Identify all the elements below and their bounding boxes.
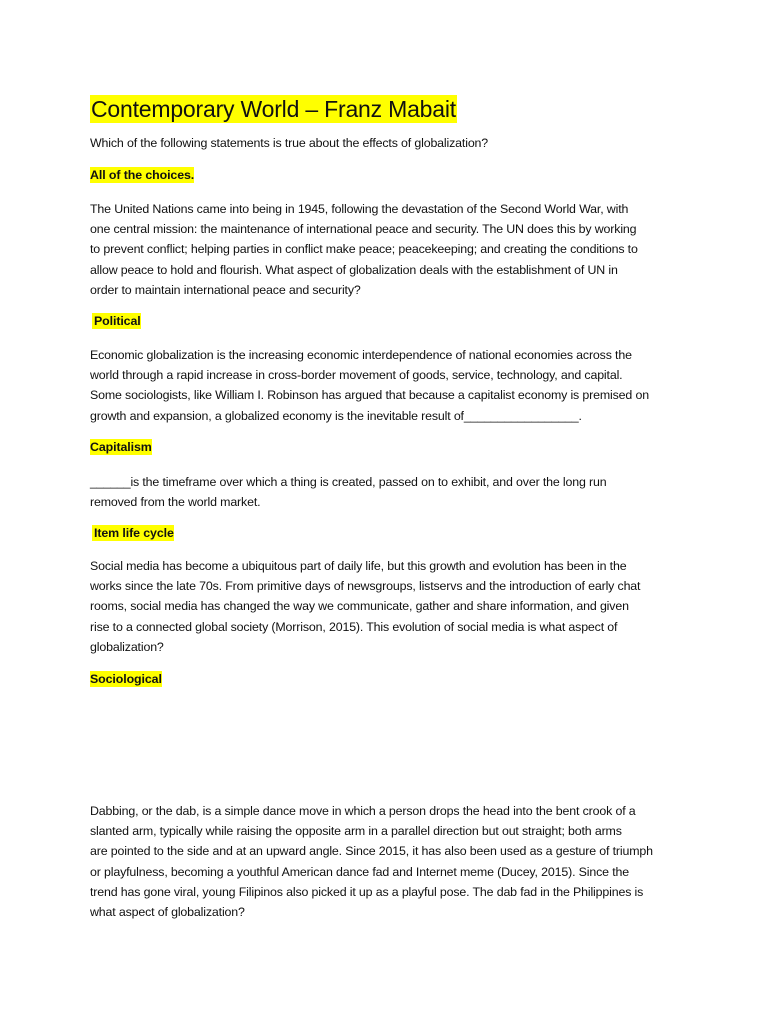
- question-6-line: Dabbing, or the dab, is a simple dance move in which a person drops the head into the bent crook of a: [90, 804, 636, 818]
- question-5: [90, 556, 690, 657]
- question-5-line: globalization?: [90, 639, 164, 654]
- answer-3: Capitalism: [90, 440, 152, 454]
- answer-4: Item life cycle: [94, 526, 174, 540]
- question-2-line: allow peace to hold and flourish. What aspect of globalization deals with the establishment of UN in: [90, 262, 618, 277]
- question-1: [90, 133, 690, 153]
- question-5-line: works since the late 70s. From primitive days of newsgroups, listservs and the introduction of early chat: [90, 579, 641, 594]
- question-1-text: Which of the following statements is true about the effects of globalization?: [90, 136, 489, 150]
- answer-1: All of the choices.: [90, 168, 195, 182]
- question-6-line: slanted arm, typically while raising the opposite arm in a parallel direction but out straight; both arms: [90, 824, 622, 839]
- question-4: [90, 472, 690, 512]
- question-6: [90, 801, 690, 922]
- question-3: [90, 345, 690, 426]
- question-5-line: Social media has become a ubiquitous part of daily life, but this growth and evolution has been in the: [90, 559, 627, 573]
- answer-2: Political: [94, 314, 141, 328]
- question-3-line: world through a rapid increase in cross-border movement of goods, service, technology, and capital.: [90, 368, 623, 383]
- page-title: Contemporary World – Franz Mabait: [91, 96, 456, 122]
- question-5-line: rooms, social media has changed the way we communicate, gather and share information, and given: [90, 599, 629, 614]
- question-6-line: or playfulness, becoming a youthful American dance fad and Internet meme (Ducey, 2015). Since the: [90, 864, 629, 879]
- question-3-line: growth and expansion, a globalized economy is the inevitable result of_________________.: [90, 408, 582, 423]
- question-4-line: ______is the timeframe over which a thing is created, passed on to exhibit, and over the long run: [90, 475, 607, 489]
- question-5-line: rise to a connected global society (Morrison, 2015). This evolution of social media is what aspect of: [90, 619, 618, 634]
- question-4-line: removed from the world market.: [90, 495, 261, 510]
- question-3-line: Economic globalization is the increasing economic interdependence of national economies across the: [90, 348, 632, 362]
- question-2-line: The United Nations came into being in 1945, following the devastation of the Second World War, with: [90, 202, 629, 216]
- question-2-line: to prevent conflict; helping parties in conflict make peace; peacekeeping; and creating the conditions to: [90, 242, 638, 257]
- answer-5: Sociological: [90, 672, 162, 686]
- question-3-line: Some sociologists, like William I. Robinson has argued that because a capitalist economy is premised on: [90, 388, 649, 403]
- question-2: [90, 199, 690, 300]
- question-6-line: trend has gone viral, young Filipinos also picked it up as a playful pose. The dab fad in the Philippines is: [90, 884, 644, 899]
- question-2-line: one central mission: the maintenance of international peace and security. The UN does this by working: [90, 222, 637, 237]
- question-2-line: order to maintain international peace and security?: [90, 282, 361, 297]
- question-6-line: are pointed to the side and at an upward angle. Since 2015, it has also been used as a gesture of triumph: [90, 844, 653, 859]
- question-6-line: what aspect of globalization?: [90, 905, 245, 920]
